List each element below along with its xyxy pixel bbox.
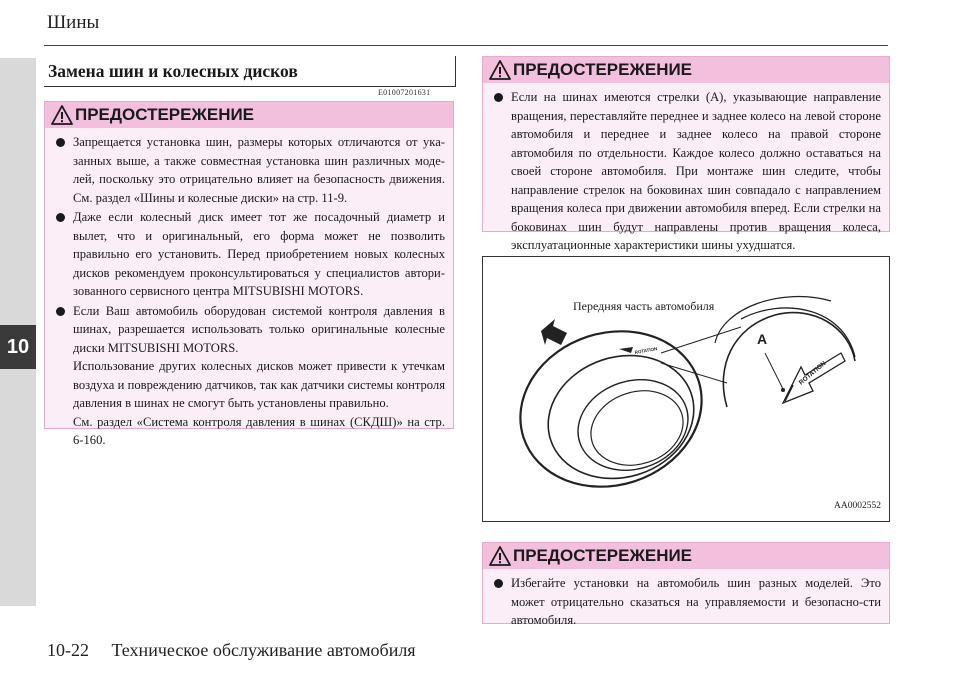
warning-triangle-icon [489,60,511,80]
warning-item [491,574,881,630]
page-header-title: Шины [47,12,100,33]
section-code: E01007201631 [378,88,431,97]
header-rule [44,45,888,46]
figure-caption: Передняя часть автомобиля [573,299,715,313]
warning-item [53,302,445,450]
tire-rotation-figure [482,256,890,522]
chapter-tab: 10 [0,325,36,369]
warning-item [53,133,445,207]
warning-header [483,543,889,569]
warning-text: Если на шинах имеются стрелки (A), указывающие направление вращения, переставляйте переднее и заднее колесо на левой стороне автомобиля и переднее и заднее колесо на правой стороне автомобиля по отдельности. Каждое колесо должно оставаться на своей стороне автомобиля. При монтаже шин следите, чтобы направление стрелок на боковинах шин совпадало с направлением вращения колеса при движении автомобиля вперед. Если стрелки на боковинах шин будут направлены против вращения колеса, эксплуатационные характеристики шины ухудшатся. [511,90,881,252]
footer-title: Техническое обслуживание автомобиля [111,640,416,660]
warning-header [45,102,453,128]
warning-box-left [44,101,454,447]
warning-text: Даже если колесный диск имеет тот же посадочный диаметр и вылет, что и оригинальный, его форма может не позволить правильно его установить. Перед приобретением новых колесных дисков рекомендуем проконсультироваться у специалистов автори-зованного сервисного центра MITSUBISHI MOTORS. [73,210,445,298]
warning-text: Избегайте установки на автомобиль шин разных моделей. Это может отрицательно сказаться на управляемости и безопасно-сти автомобиля. [511,576,881,627]
warning-triangle-icon [51,105,73,125]
bullet-icon [494,93,503,102]
warning-item [491,88,881,255]
warning-heading: ПРЕДОСТЕРЕЖЕНИЕ [513,546,693,565]
warning-text: Использование других колесных дисков может привести к утечкам воздуха и повреждению датчиков, так как датчики системы контроля давления в шинах не смогут быть установлены правильно. [73,359,445,410]
warning-item [53,208,445,301]
tire-illustration [483,257,889,521]
bullet-icon [56,307,65,316]
warning-triangle-icon [489,546,511,566]
warning-heading: ПРЕДОСТЕРЕЖЕНИЕ [513,60,693,79]
warning-text: Запрещается установка шин, размеры которых отличаются от ука-занных выше, а также совместная установка шин различных моде-лей, поскольку это отрицательно влияет на безопасность движения. См. раздел «Шины и колесные диски» на стр. 11-9. [73,135,445,205]
rotation-text-small: ROTATION [634,346,658,355]
figure-code: AA0002552 [834,501,881,511]
warning-header [483,57,889,83]
warning-text: См. раздел «Система контроля давления в шинах (СКДШ)» на стр. 6-160. [73,414,445,447]
figure-label-a: A [757,331,768,347]
warning-heading: ПРЕДОСТЕРЕЖЕНИЕ [75,105,255,124]
bullet-icon [56,213,65,222]
warning-text: Если Ваш автомобиль оборудован системой контроля давления в шинах, разрешается использовать только оригинальные колесные диски MITSUBISHI MOTORS. [73,303,445,355]
page-number: 10-22 [47,640,89,660]
warning-box-right-bottom [482,542,890,627]
bullet-icon [494,579,503,588]
bullet-icon [56,138,65,147]
page-footer [47,640,416,661]
warning-box-right-top [482,56,890,252]
section-title: Замена шин и колесных дисков [44,56,456,87]
rotation-text-large: ROTATION [797,359,828,387]
